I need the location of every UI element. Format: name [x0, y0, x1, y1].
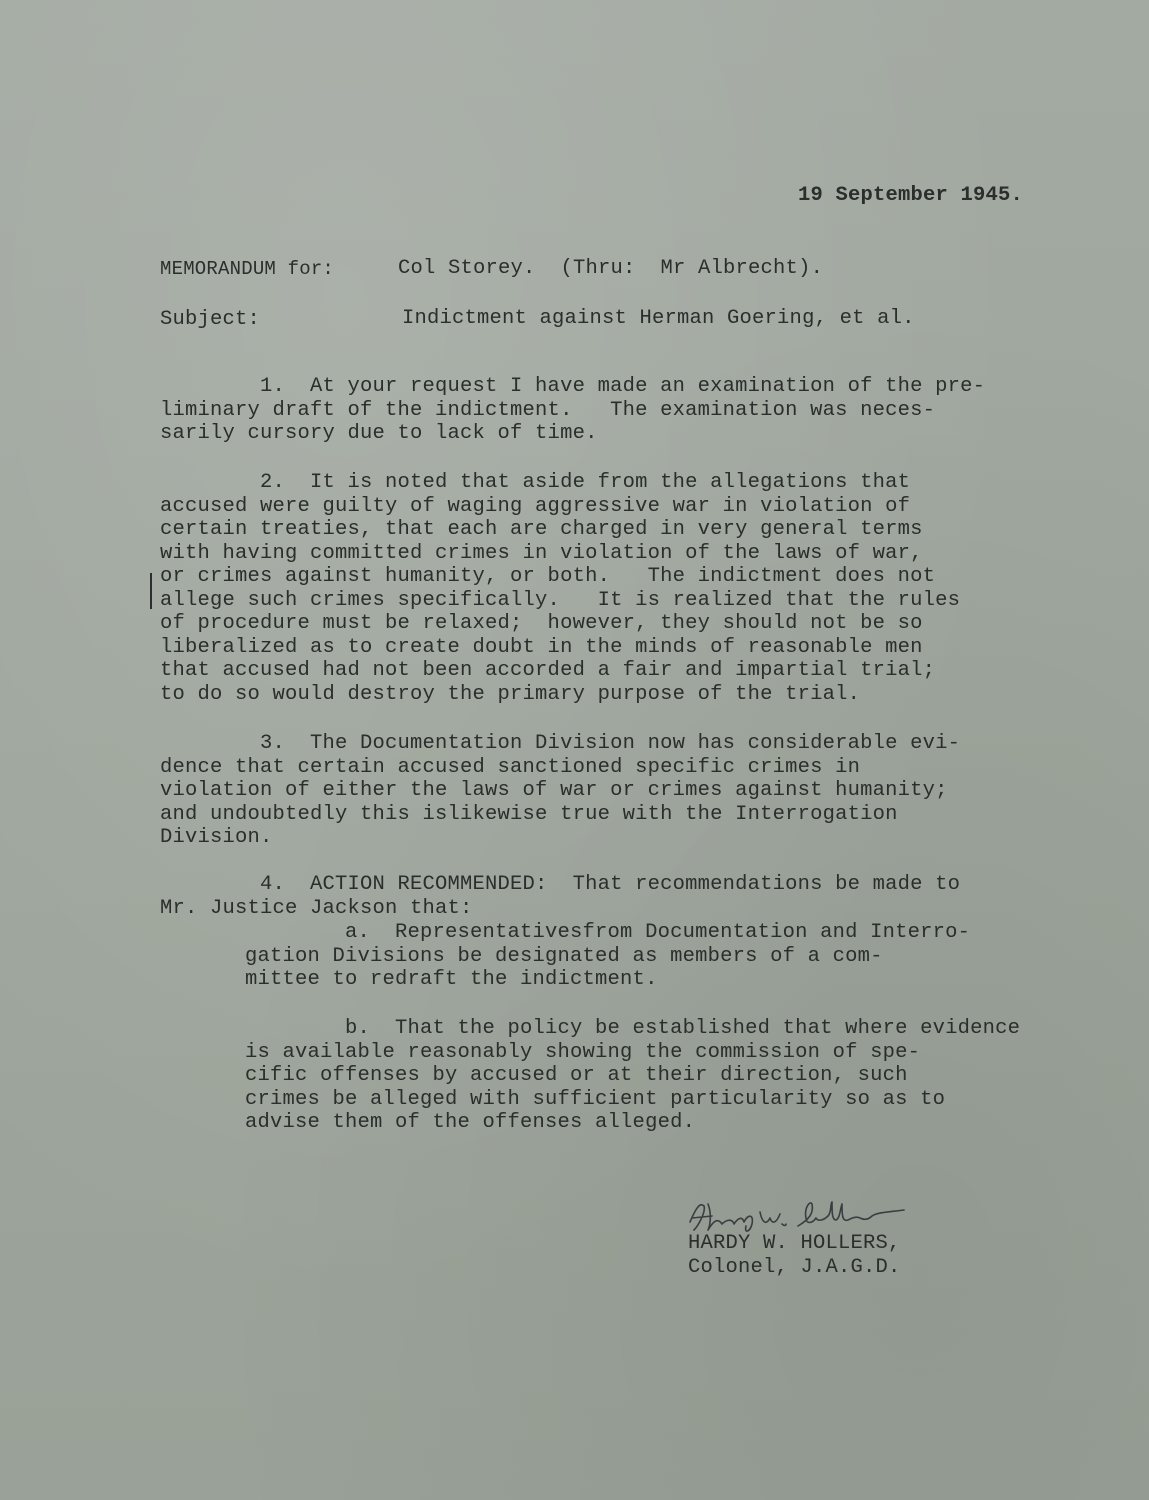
memorandum-recipient: Col Storey. (Thru: Mr Albrecht).	[398, 257, 824, 280]
margin-mark	[150, 573, 152, 609]
recommendation-a: a. Representativesfrom Documentation and Interro- gation Divisions be designated as members of a com- mittee to redraft the indictment.	[245, 921, 971, 991]
recommendation-b: b. That the policy be established that where evidence is available reasonably showing the commission of spe- cific offenses by accused or at their direction, such crimes be alleged with sufficient particularity so as to advise them of the offenses alleged.	[245, 1017, 1021, 1134]
memo-date: 19 September 1945.	[798, 184, 1024, 207]
signatory-rank: Colonel, J.A.G.D.	[688, 1256, 901, 1279]
signatory-name: HARDY W. HOLLERS,	[688, 1232, 901, 1255]
memorandum-label: MEMORANDUM for:	[160, 258, 335, 280]
paragraph-4-action-recommended: 4. ACTION RECOMMENDED: That recommendations be made to Mr. Justice Jackson that:	[160, 873, 961, 920]
subject-label: Subject:	[160, 308, 261, 331]
paragraph-1: 1. At your request I have made an examination of the pre- liminary draft of the indictment. The examination was neces- sarily cursory due to lack of time.	[160, 375, 986, 445]
paragraph-2: 2. It is noted that aside from the allegations that accused were guilty of waging aggressive war in violation of certain treaties, that each are charged in very general terms with having committed crimes in violation of the laws of war, or crimes against humanity, or both. The indictment does not allege such crimes specifically. It is realized that the rules of procedure must be relaxed; however, they should not be so liberalized as to create doubt in the minds of reasonable men that accused had not been accorded a fair and impartial trial; to do so would destroy the primary purpose of the trial.	[160, 471, 961, 706]
subject-value: Indictment against Herman Goering, et al.	[402, 307, 915, 330]
paragraph-3: 3. The Documentation Division now has considerable evi- dence that certain accused sanctioned specific crimes in violation of either the laws of war or crimes against humanity; and undoubtedly this islikewise true with the Interrogation Division.	[160, 732, 961, 849]
